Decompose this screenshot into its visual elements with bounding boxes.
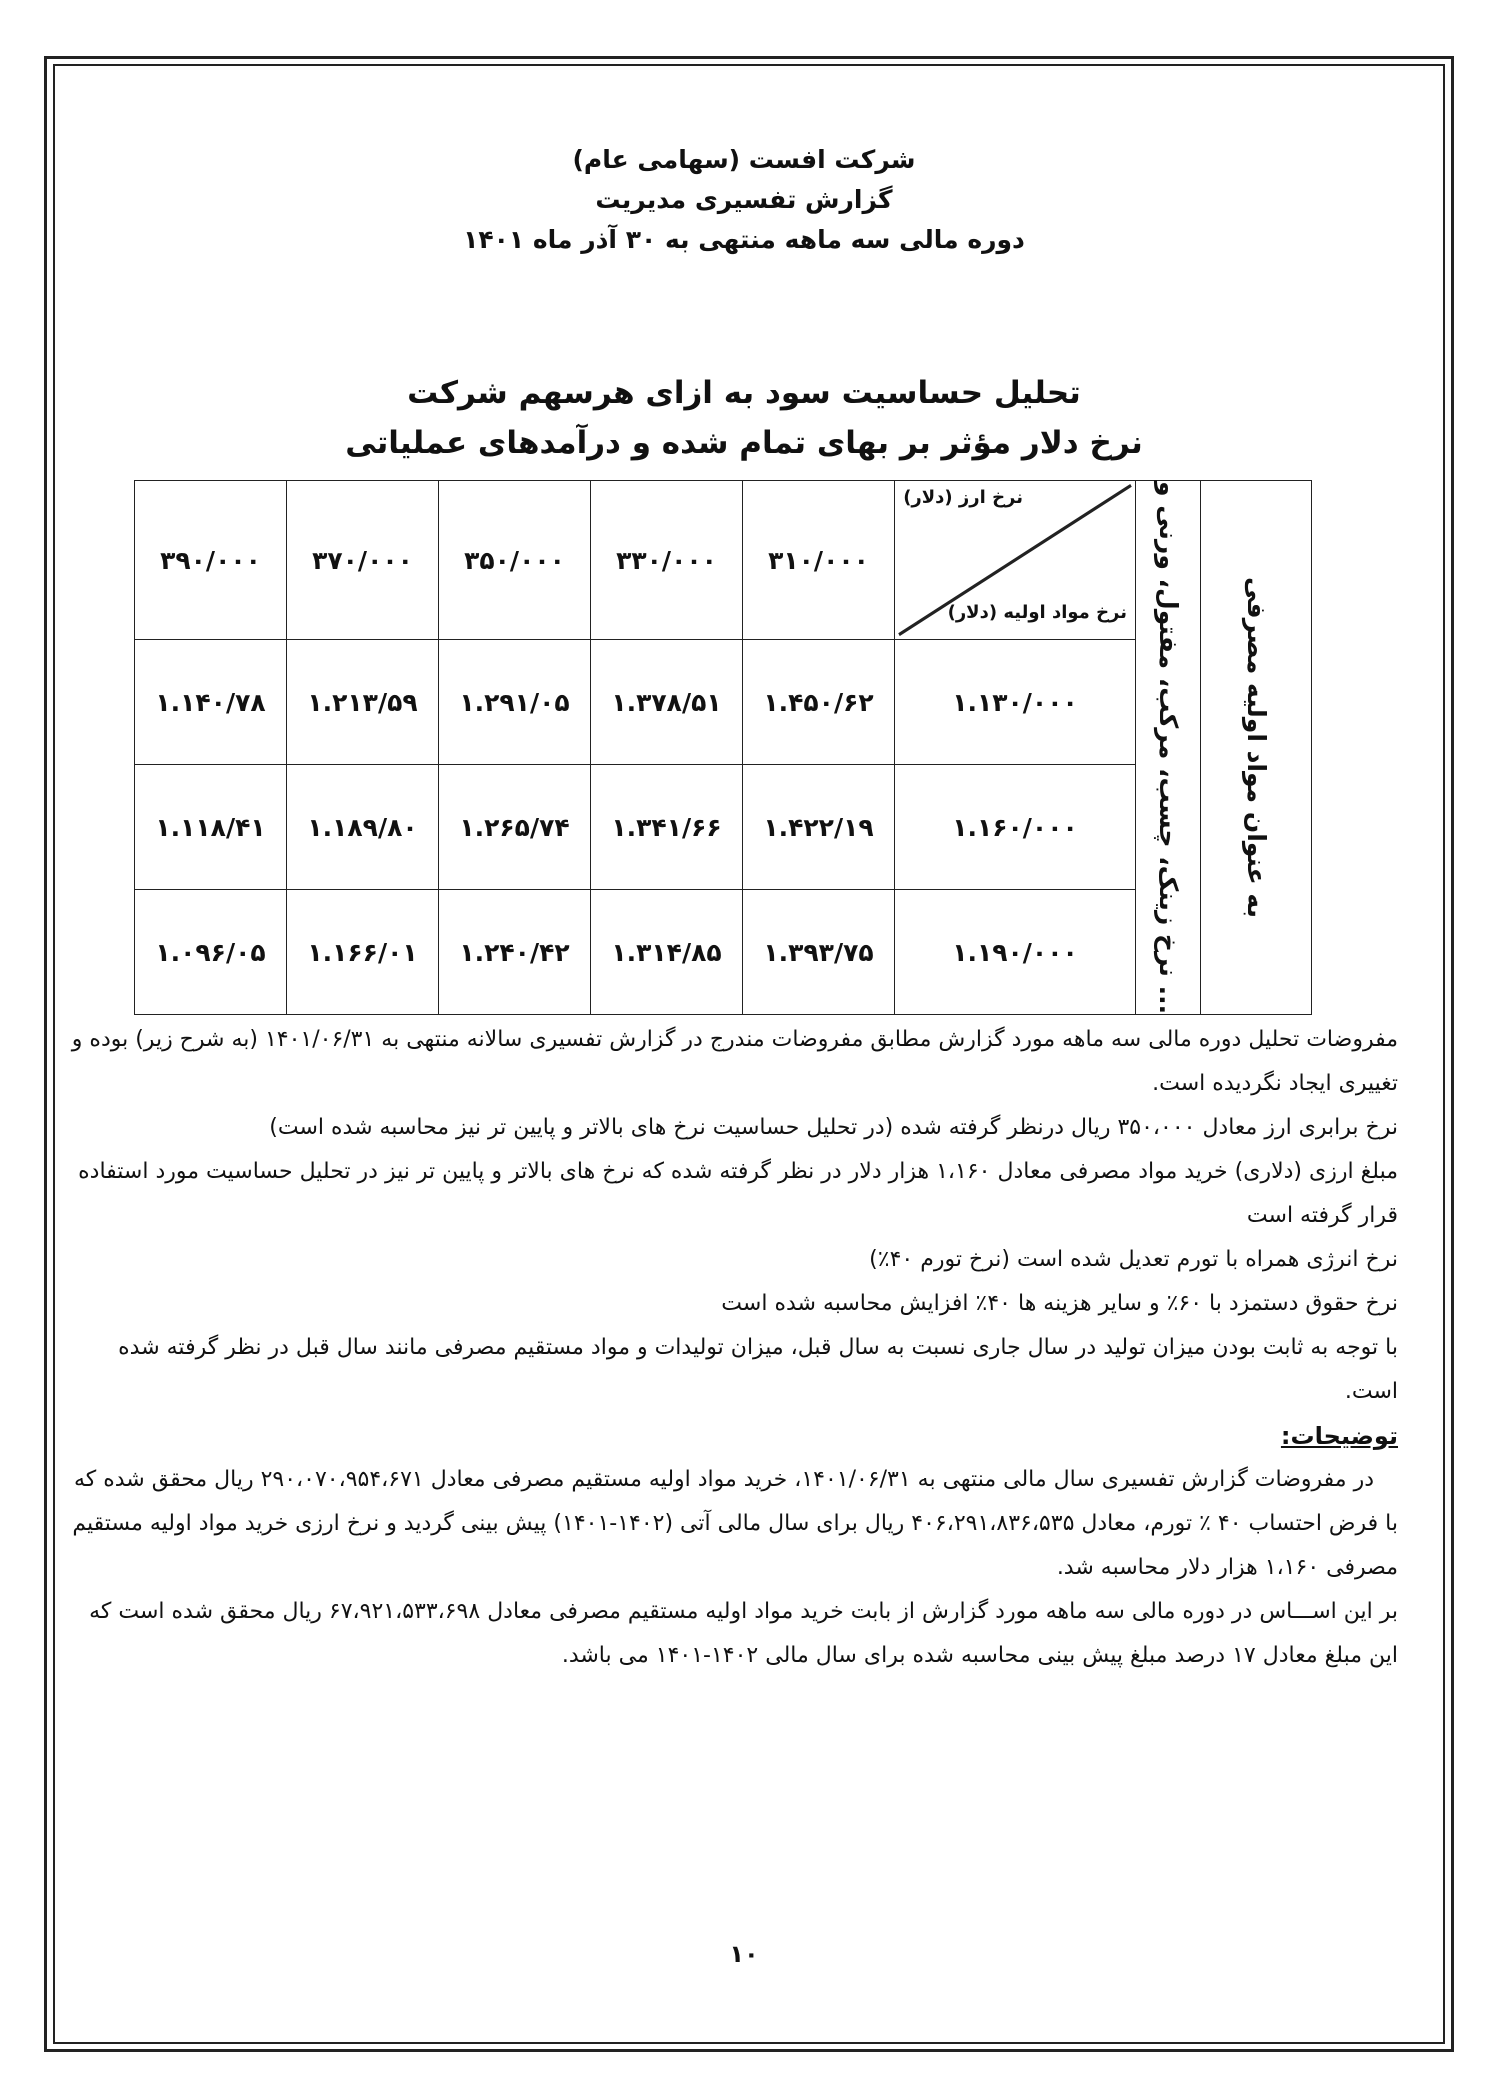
table-row (135, 765, 1312, 890)
assumption-item: نرخ انرژی همراه با تورم تعدیل شده است (نرخ تورم ۴۰٪) (869, 1247, 1398, 1272)
table-cell: ۱.۲۴۰/۴۲ (439, 890, 591, 1015)
table-row (135, 640, 1312, 765)
assumption-item: نرخ حقوق دستمزد با ۶۰٪ و سایر هزینه ها ۴۰٪ افزایش محاسبه شده است (721, 1291, 1398, 1316)
table-cell: ۱.۳۱۴/۸۵ (591, 890, 743, 1015)
column-header: ۳۹۰/۰۰۰ (135, 481, 287, 640)
notes-paragraph: در مفروضات گزارش تفسیری سال مالی منتهی به ۱۴۰۱/۰۶/۳۱، خرید مواد اولیه مستقیم مصرفی معادل ۲۹۰،۰۷۰،۹۵۴،۶۷۱ ریال محقق شده که با فرض احتساب ۴۰ ٪ تورم، معادل ۴۰۶،۲۹۱،۸۳۶،۵۳۵ ریال برای سال مالی آتی (۱۴۰۲-۱۴۰۱) پیش بینی گردید و نرخ ارزی خرید مواد اولیه مستقیم مصرفی ۱،۱۶۰ هزار دلار محاسبه شد. (72, 1467, 1398, 1580)
table-cell: ۱.۱۸۹/۸۰ (287, 765, 439, 890)
table-cell: ۱.۰۹۶/۰۵ (135, 890, 287, 1015)
table-cell: ۱.۲۶۵/۷۴ (439, 765, 591, 890)
column-header: ۳۵۰/۰۰۰ (439, 481, 591, 640)
table-header-row (135, 481, 1312, 640)
corner-top-label: نرخ ارز (دلار) (903, 487, 1023, 508)
report-name: گزارش تفسیری مدیریت (595, 185, 893, 214)
corner-cell (895, 481, 1136, 640)
table-cell: ۱.۱۴۰/۷۸ (135, 640, 287, 765)
table-cell: ۱.۲۹۱/۰۵ (439, 640, 591, 765)
page-number: ۱۰ (729, 1940, 759, 1968)
column-header: ۳۳۰/۰۰۰ (591, 481, 743, 640)
table-cell: ۱.۱۱۸/۴۱ (135, 765, 287, 890)
title-line-2: نرخ دلار مؤثر بر بهای تمام شده و درآمدهای عملیاتی (345, 425, 1143, 461)
notes-paragraph: بر این اســـاس در دوره مالی سه ماهه مورد گزارش از بابت خرید مواد اولیه مستقیم مصرفی معادل ۶۷،۹۲۱،۵۳۳،۶۹۸ ریال محقق شده است که این مبلغ معادل ۱۷ درصد مبلغ پیش بینی محاسبه شده برای سال مالی ۱۴۰۲-۱۴۰۱ می باشد. (89, 1599, 1398, 1668)
column-header: ۳۱۰/۰۰۰ (743, 481, 895, 640)
side-label-outer: به عنوان مواد اولیه مصرفی (1201, 481, 1312, 1015)
notes-title: توضیحات: (1280, 1422, 1398, 1450)
table-cell: ۱.۱۶۶/۰۱ (287, 890, 439, 1015)
table-cell: ۱.۲۱۳/۵۹ (287, 640, 439, 765)
table-row (135, 890, 1312, 1015)
assumption-item: با توجه به ثابت بودن میزان تولید در سال جاری نسبت به سال قبل، میزان تولیدات و مواد مستقیم مصرفی مانند سال قبل در نظر گرفته شده است. (118, 1335, 1398, 1404)
report-header (0, 140, 1488, 260)
table-cell: ۱.۴۵۰/۶۲ (743, 640, 895, 765)
row-base-rate: ۱.۱۶۰/۰۰۰ (895, 765, 1136, 890)
corner-bottom-label: نرخ مواد اولیه (دلار) (947, 602, 1127, 624)
company-name: شرکت افست (سهامی عام) (572, 145, 916, 174)
table-cell: ۱.۳۷۸/۵۱ (591, 640, 743, 765)
side-label-inner: نرخ زینک، چسب، مرکب، مفتول، ورنی و ... (1136, 481, 1201, 1015)
assumption-item: نرخ برابری ارز معادل ۳۵۰،۰۰۰ ریال درنظر گرفته شده (در تحلیل حساسیت نرخ های بالاتر و پایین تر نیز محاسبه شده است) (269, 1115, 1398, 1140)
assumption-item: مفروضات تحلیل دوره مالی سه ماهه مورد گزارش مطابق مفروضات مندرج در گزارش تفسیری سالانه منتهی به ۱۴۰۱/۰۶/۳۱ (به شرح زیر) بوده و تغییری ایجاد نگردیده است. (71, 1027, 1398, 1096)
report-period: دوره مالی سه ماهه منتهی به ۳۰ آذر ماه ۱۴۰۱ (463, 225, 1025, 254)
title-line-1: تحلیل حساسیت سود به ازای هرسهم شرکت (407, 375, 1081, 411)
section-title (0, 368, 1488, 468)
table-cell: ۱.۳۴۱/۶۶ (591, 765, 743, 890)
row-base-rate: ۱.۱۳۰/۰۰۰ (895, 640, 1136, 765)
table-cell: ۱.۳۹۳/۷۵ (743, 890, 895, 1015)
assumptions-section (68, 1018, 1398, 1678)
column-header: ۳۷۰/۰۰۰ (287, 481, 439, 640)
row-base-rate: ۱.۱۹۰/۰۰۰ (895, 890, 1136, 1015)
table-cell: ۱.۴۲۲/۱۹ (743, 765, 895, 890)
assumption-item: مبلغ ارزی (دلاری) خرید مواد مصرفی معادل ۱،۱۶۰ هزار دلار در نظر گرفته شده که نرخ های بالاتر و پایین تر نیز در تحلیل حساسیت مورد استفاده قرار گرفته است (78, 1159, 1398, 1228)
sensitivity-table (134, 480, 1312, 1015)
